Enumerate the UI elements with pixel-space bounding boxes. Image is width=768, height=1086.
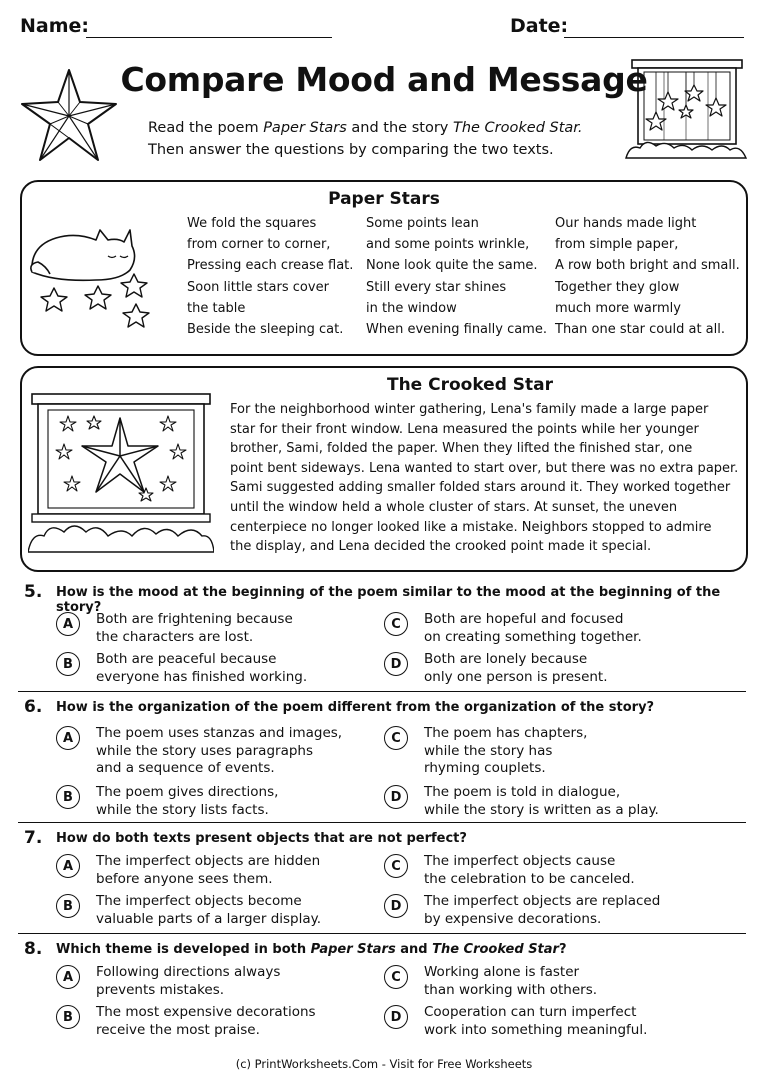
poem-line: Still every star shines [366,279,507,295]
question-text-part: ? [558,942,567,957]
answer-line: and a sequence of events. [96,760,275,776]
answer-line: the celebration to be canceled. [424,870,635,887]
window-star-illustration [28,392,214,556]
answer-text [424,964,597,999]
poem-line: Together they glow [555,279,680,295]
story-line: For the neighborhood winter gathering, Lena's family made a large paper [230,402,709,417]
answer-line: The most expensive decorations [96,1004,316,1020]
poem-line: in the window [366,300,457,316]
answer-bubble[interactable]: C [384,726,408,750]
answer-choice-b[interactable] [56,893,321,928]
answer-text [96,964,280,999]
question-divider [18,691,746,692]
question-number: 5. [24,582,43,602]
answer-choice-a[interactable] [56,853,320,888]
story-text [230,400,738,557]
answer-choice-d[interactable] [384,893,660,928]
story-line: point bent sideways. Lena wanted to start over, but there was no extra paper. [230,460,739,476]
answer-bubble[interactable]: C [384,612,408,636]
answer-choice-b[interactable] [56,1004,316,1039]
answer-bubble[interactable]: A [56,854,80,878]
answer-text [96,725,342,778]
date-label: Date: [510,15,569,37]
answer-text [424,853,635,888]
name-field[interactable] [86,37,332,38]
question-divider [18,822,746,823]
answer-bubble[interactable]: D [384,785,408,809]
poem-line: Beside the sleeping cat. [187,322,344,338]
poem-line: from simple paper, [555,237,679,253]
answer-choice-c[interactable] [384,964,597,999]
answer-line: The imperfect objects become [96,893,302,909]
answer-line: The imperfect objects are replaced [424,893,661,909]
answer-line: receive the most praise. [96,1021,260,1038]
answer-choice-b[interactable] [56,784,278,819]
answer-line: Cooperation can turn imperfect [424,1004,637,1020]
question-text [56,942,567,957]
answer-line: The poem has chapters, [424,725,588,741]
answer-bubble[interactable]: D [384,1005,408,1029]
answer-bubble[interactable]: A [56,612,80,636]
poem-stanza-3 [555,213,740,340]
answer-text [96,893,321,928]
answer-line: The imperfect objects are hidden [96,853,321,869]
poem-stanza-1 [187,213,353,340]
answer-bubble[interactable]: C [384,965,408,989]
answer-text [424,651,608,686]
answer-line: valuable parts of a larger display. [96,910,321,927]
answer-line: The poem uses stanzas and images, [96,725,343,741]
answer-line: while the story lists facts. [96,801,269,818]
answer-line: by expensive decorations. [424,910,602,927]
poem-line: Some points lean [366,216,479,231]
answer-line: Both are frightening because [96,611,293,627]
answer-bubble[interactable]: D [384,652,408,676]
date-field[interactable] [564,37,744,38]
question-text: How is the mood at the beginning of the poem similar to the mood at the beginning of the story? [56,585,721,615]
question-number: 8. [24,939,43,959]
answer-line: only one person is present. [424,668,608,685]
page-title: Compare Mood and Message [120,60,648,99]
poem-line: much more warmly [555,300,681,316]
answer-choice-d[interactable] [384,1004,647,1039]
answer-text [96,651,307,686]
answer-line: The poem is told in dialogue, [424,784,621,800]
poem-line: and some points wrinkle, [366,237,530,253]
answer-text [424,893,660,928]
answer-line: while the story is written as a play. [424,801,659,818]
question-text: How is the organization of the poem different from the organization of the story? [56,700,655,715]
answer-line: rhyming couplets. [424,760,546,776]
story-title: The Crooked Star [386,375,554,395]
answer-choice-d[interactable] [384,651,608,686]
poem-line: None look quite the same. [366,258,538,274]
answer-text [96,784,278,819]
answer-line: than working with others. [424,981,598,998]
answer-bubble[interactable]: A [56,965,80,989]
answer-line: while the story has [424,742,553,759]
story-line: brother, Sami, folded the paper. When they lifted the finished star, one [230,441,693,457]
answer-line: The poem gives directions, [96,784,279,800]
question-text-part: The Crooked Star [432,942,559,957]
answer-line: work into something meaningful. [424,1021,648,1038]
poem-line: Our hands made light [555,216,697,231]
story-line: Sami suggested adding smaller folded stars around it. They worked together [230,480,731,496]
answer-text [424,611,642,646]
answer-line: everyone has finished working. [96,668,308,685]
answer-line: Working alone is faster [424,964,580,980]
poem-line: Than one star could at all. [555,322,726,338]
answer-line: Both are hopeful and focused [424,611,624,627]
poem-stanza-2 [366,213,547,340]
story-line: the display, and Lena decided the crooked point made it special. [230,539,652,555]
answer-line: The imperfect objects cause [424,853,616,869]
answer-bubble[interactable]: C [384,854,408,878]
answer-text [96,611,293,646]
poem-line: Soon little stars cover [187,279,329,295]
question-divider [18,933,746,934]
answer-choice-c[interactable] [384,725,587,778]
answer-choice-a[interactable] [56,964,280,999]
answer-text [96,853,320,888]
answer-bubble[interactable]: A [56,726,80,750]
answer-bubble[interactable]: B [56,894,80,918]
answer-bubble[interactable]: B [56,1005,80,1029]
story-line: star for their front window. Lena measured the points while her younger [230,421,699,437]
poem-title: Paper Stars [328,189,440,209]
question-number: 6. [24,697,43,717]
question-text-part: Which theme is developed in both [56,942,311,957]
answer-line: prevents mistakes. [96,981,225,998]
answer-text [424,1004,647,1039]
answer-line: Following directions always [96,964,281,980]
story-line: centerpiece no longer looked like a mistake. Neighbors stopped to admire [230,519,712,535]
poem-line: the table [187,300,246,316]
poem-line: When evening finally came. [366,322,547,338]
answer-choice-c[interactable] [384,853,635,888]
intro-line-2: Then answer the questions by comparing the two texts. [148,142,554,158]
name-label: Name: [20,15,90,37]
answer-choice-a[interactable] [56,725,342,778]
question-text-part: and [395,942,433,957]
question-text-part: Paper Stars [310,942,396,957]
answer-choice-d[interactable] [384,784,659,819]
answer-line: Both are lonely because [424,651,588,667]
answer-text [424,784,659,819]
poem-line: Pressing each crease flat. [187,258,354,274]
answer-choice-b[interactable] [56,651,307,686]
answer-line: the characters are lost. [96,628,254,645]
answer-line: Both are peaceful because [96,651,277,667]
answer-choice-a[interactable] [56,611,293,646]
answer-line: on creating something together. [424,628,642,645]
footer: (c) PrintWorksheets.Com - Visit for Free Worksheets [235,1057,533,1071]
poem-line: from corner to corner, [187,237,331,253]
question-text: How do both texts present objects that are not perfect? [56,831,467,846]
answer-bubble[interactable]: B [56,785,80,809]
question-number: 7. [24,828,43,848]
poem-line: A row both bright and small. [555,258,740,274]
answer-line: while the story uses paragraphs [96,742,313,759]
answer-text [96,1004,316,1039]
answer-text [424,725,587,778]
sleeping-cat-illustration [26,218,166,338]
answer-choice-c[interactable] [384,611,642,646]
answer-line: before anyone sees them. [96,870,273,887]
poem-line: We fold the squares [187,216,317,231]
answer-bubble[interactable]: D [384,894,408,918]
story-line: until the window held a whole cluster of stars. At sunset, the uneven [230,499,678,515]
intro-line-1: Read the poem Paper Stars and the story The Crooked Star. [148,120,583,136]
answer-bubble[interactable]: B [56,652,80,676]
